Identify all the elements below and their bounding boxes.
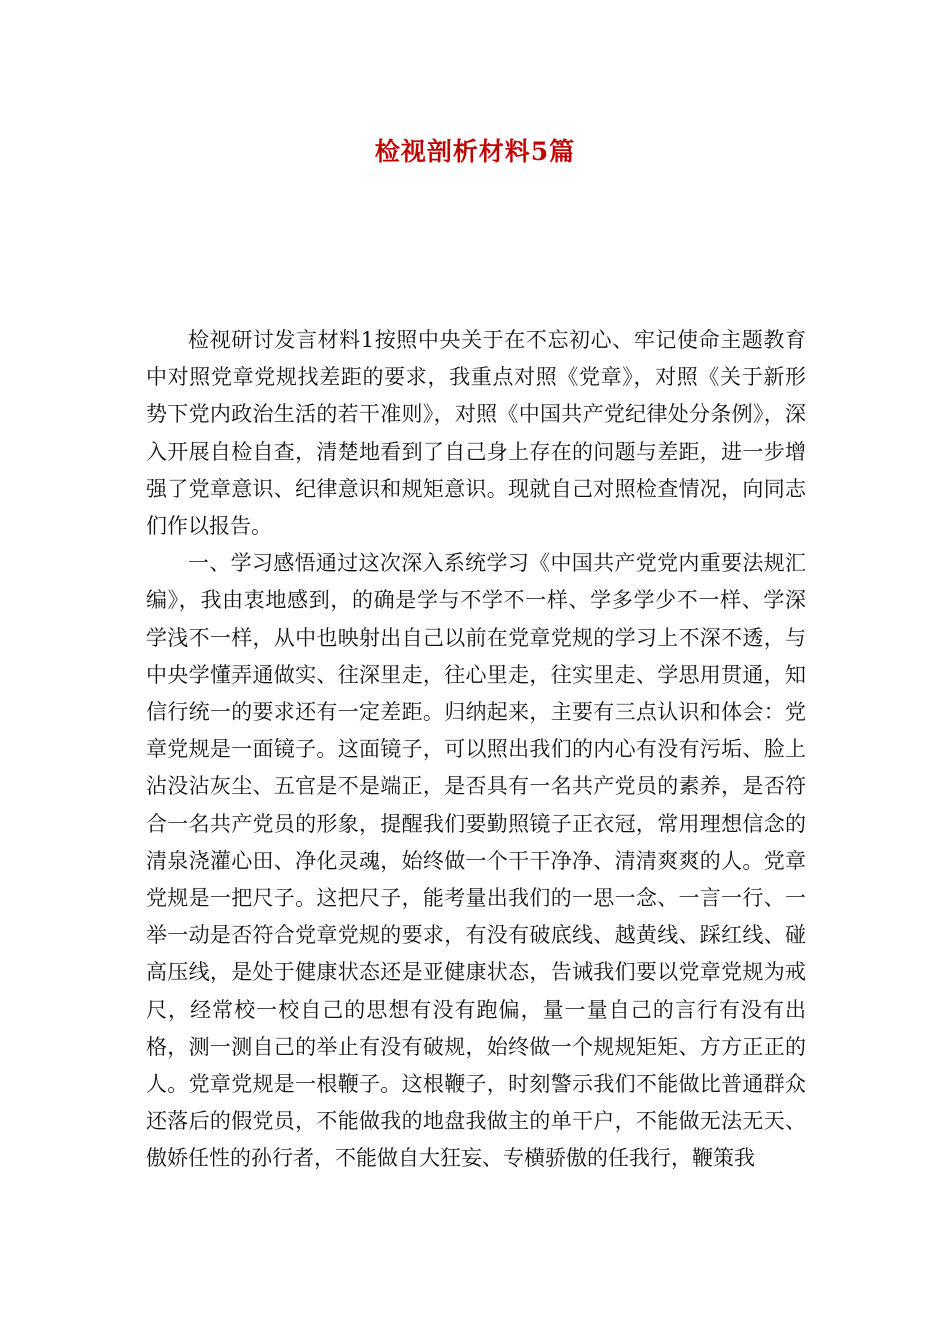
document-title: 检视剖析材料5篇 bbox=[374, 137, 576, 166]
paragraph-study-insights: 一、学习感悟通过这次深入系统学习《中国共产党党内重要法规汇编》，我由衷地感到，的确是学与不学不一样、学多学少不一样、学深学浅不一样，从中也映射出自己以前在党章党规的学习上不深不透，与中央学懂弄通做实、往深里走，往心里走，往实里走、学思用贯通，知信行统一的要求还有一定差距。归纳起来，主要有三点认识和体会：党章党规是一面镜子。这面镜子，可以照出我们的内心有没有污垢、脸上沾没沾灰尘、五官是不是端正，是否具有一名共产党员的素养，是否符合一名共产党员的形象，提醒我们要勤照镜子正衣冠，常用理想信念的清泉浇灌心田、净化灵魂，始终做一个干干净净、清清爽爽的人。党章党规是一把尺子。这把尺子，能考量出我们的一思一念、一言一行、一举一动是否符合党章党规的要求，有没有破底线、越黄线、踩红线、碰高压线，是处于健康状态还是亚健康状态，告诫我们要以党章党规为戒尺，经常校一校自己的思想有没有跑偏，量一量自己的言行有没有出格，测一测自己的举止有没有破规，始终做一个规规矩矩、方方正正的人。党章党规是一根鞭子。这根鞭子，时刻警示我们不能做比普通群众还落后的假党员，不能做我的地盘我做主的单干户，不能做无法无天、傲娇任性的孙行者，不能做自大狂妄、专横骄傲的任我行，鞭策我 bbox=[146, 551, 806, 1171]
document-body bbox=[146, 322, 806, 1178]
paragraph-intro: 检视研讨发言材料1按照中央关于在不忘初心、牢记使命主题教育中对照党章党规找差距的要求，我重点对照《党章》，对照《关于新形势下党内政治生活的若干准则》，对照《中国共产党纪律处分条例》，深入开展自检自查，清楚地看到了自己身上存在的问题与差距，进一步增强了党章意识、纪律意识和规矩意识。现就自己对照检查情况，向同志们作以报告。 bbox=[146, 328, 806, 539]
